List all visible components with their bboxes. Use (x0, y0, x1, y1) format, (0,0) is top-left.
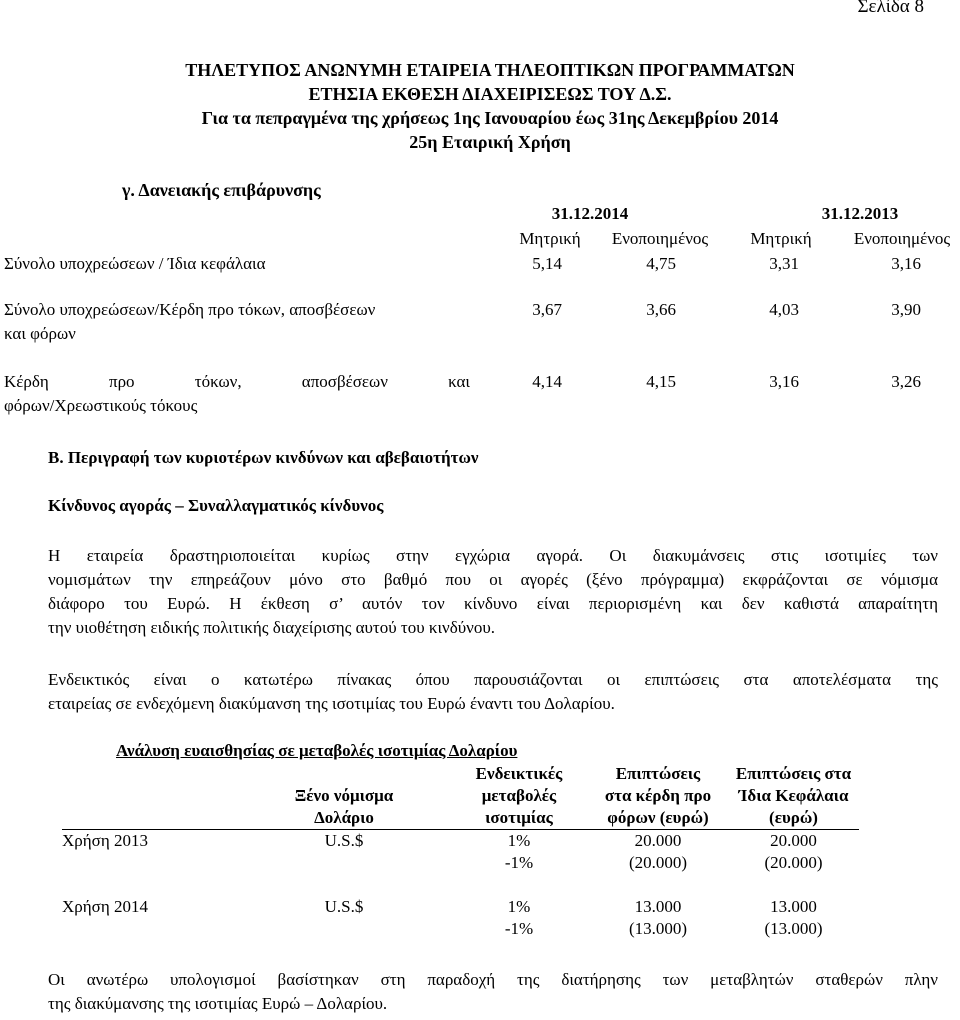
paragraph-line: Οι ανωτέρω υπολογισμοί βασίστηκαν στη παραδοχή της διατήρησης των μεταβλητών σταθερών πλην (48, 970, 938, 989)
ratio-value: 4,75 (646, 254, 676, 273)
date-2014: 31.12.2014 (551, 204, 629, 223)
footer-paragraph (48, 968, 938, 1016)
currency-cell (238, 852, 450, 874)
currency-cell (238, 918, 450, 940)
page-number: Σελίδα 8 (857, 0, 924, 17)
table-row (62, 896, 859, 918)
paragraph-line: την υιοθέτηση ειδικής πολιτικής διαχείρισης αυτού του κινδύνου. (48, 618, 495, 637)
company-name: ΤΗΛΕΤΥΠΟΣ ΑΝΩΝΥΜΗ ΕΤΑΙΡΕΙΑ ΤΗΛΕΟΠΤΙΚΩΝ ΠΡΟΓΡΑΜΜΑΤΩΝ (185, 60, 795, 80)
risk-paragraph (48, 544, 938, 640)
header-profit-impact: στα κέρδη προ (604, 786, 712, 805)
sensitivity-table (62, 763, 859, 940)
change-cell: -1% (504, 919, 534, 938)
section-g-title: γ. Δανειακής επιβάρυνσης (122, 180, 321, 200)
profit-cell: (20.000) (628, 853, 688, 872)
header-profit-impact: Επιπτώσεις (615, 764, 701, 783)
ratio-label: Κέρδη προ τόκων, αποσβέσεων και (4, 372, 470, 391)
header-foreign-currency: Ξένο νόμισμα (294, 786, 394, 805)
header-equity-impact: (ευρώ) (728, 807, 859, 830)
profit-cell: 20.000 (634, 831, 682, 850)
equity-cell: (13.000) (764, 919, 823, 938)
ratio-value: 4,14 (532, 372, 562, 391)
table-row (62, 852, 859, 874)
ratio-label-cont: φόρων/Χρεωστικούς τόκους (4, 396, 198, 415)
currency-cell: U.S.$ (324, 897, 364, 916)
ratio-label: Σύνολο υποχρεώσεων/Κέρδη προ τόκων, αποσβέσεων (4, 300, 376, 319)
year-cell (62, 918, 238, 940)
table-intro-paragraph (48, 668, 938, 716)
year-cell (62, 852, 238, 874)
equity-cell: 13.000 (770, 897, 817, 916)
col-parent-2014: Μητρική (519, 229, 581, 248)
ratio-label: Σύνολο υποχρεώσεων / Ίδια κεφάλαια (4, 254, 266, 273)
currency-cell: U.S.$ (324, 831, 364, 850)
paragraph-line: νομισμάτων την επηρεάζουν μόνο στο βαθμό που οι αγορές (ξένο πρόγραμμα) εκφράζονται σε νόμισμα (48, 570, 938, 589)
ratio-value: 3,26 (891, 372, 921, 391)
paragraph-line: διάφορο του Ευρώ. Η έκθεση σ’ αυτόν τον κίνδυνο είναι περιορισμένη και δεν καθιστά απαραίτητη (48, 594, 938, 613)
table-row (62, 830, 859, 853)
ratio-value: 3,90 (891, 300, 921, 319)
profit-cell: (13.000) (628, 919, 688, 938)
ratio-value: 3,67 (532, 300, 562, 319)
header-profit-impact: φόρων (ευρώ) (588, 807, 728, 830)
table-row (62, 918, 859, 940)
section-b-subtitle: Κίνδυνος αγοράς – Συναλλαγματικός κίνδυνος (48, 496, 384, 515)
ratio-value: 4,03 (769, 300, 799, 319)
paragraph-line: της διακύμανσης της ισοτιμίας Ευρώ – Δολαρίου. (48, 994, 388, 1013)
fiscal-year: 25η Εταιρική Χρήση (409, 132, 571, 152)
section-b-title: Β. Περιγραφή των κυριοτέρων κινδύνων και αβεβαιοτήτων (48, 448, 479, 467)
paragraph-line: εταιρείας σε ενδεχόμενη διακύμανση της ισοτιμίας του Ευρώ έναντι του Δολαρίου. (48, 694, 615, 713)
ratio-value: 4,15 (646, 372, 676, 391)
change-cell: 1% (507, 831, 531, 850)
ratio-label-cont: και φόρων (4, 324, 76, 343)
col-parent-2013: Μητρική (750, 229, 812, 248)
header-foreign-currency (238, 763, 450, 785)
col-consolidated-2013: Ενοποιημένος (853, 229, 951, 248)
year-cell: Χρήση 2014 (62, 897, 148, 916)
ratio-value: 3,16 (891, 254, 921, 273)
header-change: μεταβολές (481, 786, 557, 805)
paragraph-line: Η εταιρεία δραστηριοποιείται κυρίως στην εγχώρια αγορά. Οι διακυμάνσεις στις ισοτιμίες των (48, 546, 938, 565)
paragraph-line: Ενδεικτικός είναι ο κατωτέρω πίνακας όπου παρουσιάζονται οι επιπτώσεις στα αποτελέσματα της (48, 670, 938, 689)
header-equity-impact: Ίδια Κεφάλαια (738, 786, 849, 805)
date-2013: 31.12.2013 (821, 204, 899, 223)
ratio-value: 3,16 (769, 372, 799, 391)
spacer-row (62, 874, 859, 896)
ratio-value: 5,14 (532, 254, 562, 273)
header-equity-impact: Επιπτώσεις στα (735, 764, 852, 783)
ratio-value: 3,66 (646, 300, 676, 319)
report-period: Για τα πεπραγμένα της χρήσεως 1ης Ιανουαρίου έως 31ης Δεκεμβρίου 2014 (201, 108, 779, 128)
profit-cell: 13.000 (634, 897, 682, 916)
year-cell: Χρήση 2013 (62, 831, 148, 850)
change-cell: 1% (507, 897, 531, 916)
sensitivity-title: Ανάλυση ευαισθησίας σε μεταβολές ισοτιμίας Δολαρίου (116, 741, 518, 760)
header-change: Ενδεικτικές (475, 764, 563, 783)
col-consolidated-2014: Ενοποιημένος (611, 229, 709, 248)
header-change: ισοτιμίας (450, 807, 588, 830)
equity-cell: 20.000 (770, 831, 817, 850)
ratio-value: 3,31 (769, 254, 799, 273)
equity-cell: (20.000) (764, 853, 823, 872)
change-cell: -1% (504, 853, 534, 872)
report-title: ΕΤΗΣΙΑ ΕΚΘΕΣΗ ΔΙΑΧΕΙΡΙΣΕΩΣ ΤΟΥ Δ.Σ. (308, 84, 672, 104)
header-foreign-currency: Δολάριο (238, 807, 450, 830)
